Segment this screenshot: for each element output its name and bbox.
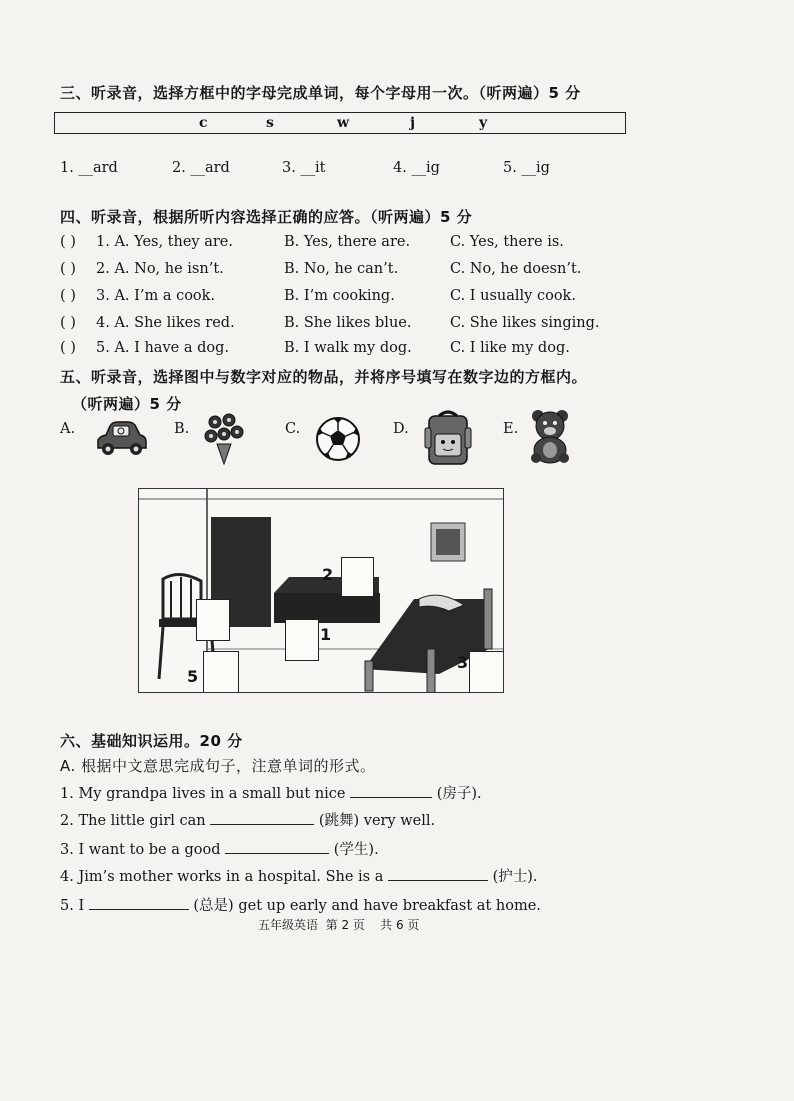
option-c: C. No, he doesn’t. (450, 261, 582, 277)
fill-blank[interactable] (210, 810, 314, 825)
section5-title: 五、听录音，选择图中与数字对应的物品，并将序号填写在数字边的方框内。 (60, 368, 588, 386)
letter: y (479, 115, 488, 131)
section6-sub-a: A. 根据中文意思完成句子，注意单词的形式。 (60, 757, 376, 775)
hint: (护士) (492, 869, 533, 885)
sentence-end: . (374, 842, 379, 858)
fill-blank[interactable] (388, 866, 488, 881)
sentence-end: . (532, 869, 538, 885)
page-footer: 五年级英语 第 2 页 共 6 页 (258, 918, 420, 932)
sentence-text: 1. My grandpa lives in a small but nice (60, 786, 346, 802)
sentence-2 (60, 809, 435, 830)
sentence-end: . (477, 786, 482, 802)
flowers-icon (203, 412, 245, 466)
option-label: C. (285, 421, 301, 437)
letter-box (54, 112, 626, 134)
section3-title: 三、听录音，选择方框中的字母完成单词，每个字母用一次。（听两遍）5 分 (60, 84, 581, 102)
sentence-text: 5. I (60, 898, 85, 914)
option-label: E. (503, 421, 519, 437)
option-a: 1. A. Yes, they are. (96, 234, 233, 250)
sentence-1 (60, 782, 482, 803)
word-item-3: 3. __it (282, 160, 326, 176)
sentence-3 (60, 838, 379, 859)
hint: (总是) (193, 898, 234, 914)
letter: s (266, 115, 274, 131)
sentence-text: 4. Jim’s mother works in a hospital. She is a (60, 869, 384, 885)
option-a: 5. A. I have a dog. (96, 340, 229, 356)
option-label: D. (393, 421, 409, 437)
option-c: C. Yes, there is. (450, 234, 564, 250)
number-label-2: 2 (322, 565, 334, 584)
sentence-end: get up early and have breakfast at home. (233, 898, 541, 914)
option-b: B. I walk my dog. (284, 340, 412, 356)
word-item-1: 1. __ard (60, 160, 118, 176)
option-a: 3. A. I’m a cook. (96, 288, 216, 304)
option-b: B. No, he can’t. (284, 261, 399, 277)
option-b: B. I’m cooking. (284, 288, 395, 304)
option-c: C. She likes singing. (450, 315, 600, 331)
option-a: 4. A. She likes red. (96, 315, 235, 331)
answer-box-1[interactable] (285, 619, 319, 661)
answer-box-5[interactable] (203, 651, 239, 693)
answer-box-3[interactable] (469, 651, 504, 693)
room-picture (138, 488, 504, 693)
letter: c (199, 115, 208, 131)
sentence-text: 3. I want to be a good (60, 842, 221, 858)
number-label-5: 5 (187, 667, 199, 686)
fill-blank[interactable] (89, 895, 189, 910)
letter: w (337, 115, 350, 131)
option-c: C. I usually cook. (450, 288, 576, 304)
option-b: B. She likes blue. (284, 315, 412, 331)
sentence-text: 2. The little girl can (60, 813, 206, 829)
word-item-5: 5. __ig (503, 160, 550, 176)
fill-blank[interactable] (225, 839, 329, 854)
sentence-4 (60, 865, 538, 886)
answer-bracket[interactable]: ( ) (60, 288, 76, 304)
answer-bracket[interactable]: ( ) (60, 315, 76, 331)
answer-box-2[interactable] (341, 557, 374, 597)
section4-title: 四、听录音，根据所听内容选择正确的应答。（听两遍）5 分 (60, 208, 473, 226)
teddy-bear-icon (527, 408, 573, 464)
toy-car-icon (94, 418, 148, 458)
answer-bracket[interactable]: ( ) (60, 234, 76, 250)
fill-blank[interactable] (350, 783, 432, 798)
soccer-ball-icon (315, 416, 361, 462)
hint: (跳舞) (318, 813, 360, 829)
number-label-1: 1 (320, 625, 332, 644)
option-label: B. (174, 421, 190, 437)
number-label-3: 3 (457, 653, 469, 672)
answer-bracket[interactable]: ( ) (60, 340, 76, 356)
word-item-2: 2. __ard (172, 160, 230, 176)
section5-subtitle: （听两遍）5 分 (72, 395, 182, 413)
word-item-4: 4. __ig (393, 160, 440, 176)
option-c: C. I like my dog. (450, 340, 570, 356)
sentence-end: very well. (359, 813, 436, 829)
answer-bracket[interactable]: ( ) (60, 261, 76, 277)
option-label: A. (60, 421, 76, 437)
answer-box-chair[interactable] (196, 599, 230, 641)
sentence-5 (60, 894, 541, 915)
option-b: B. Yes, there are. (284, 234, 411, 250)
section6-title: 六、基础知识运用。20 分 (60, 732, 243, 750)
hint: (房子) (436, 786, 478, 802)
hint: (学生) (333, 842, 375, 858)
letter: j (410, 115, 416, 131)
schoolbag-icon (423, 408, 473, 468)
option-a: 2. A. No, he isn’t. (96, 261, 224, 277)
